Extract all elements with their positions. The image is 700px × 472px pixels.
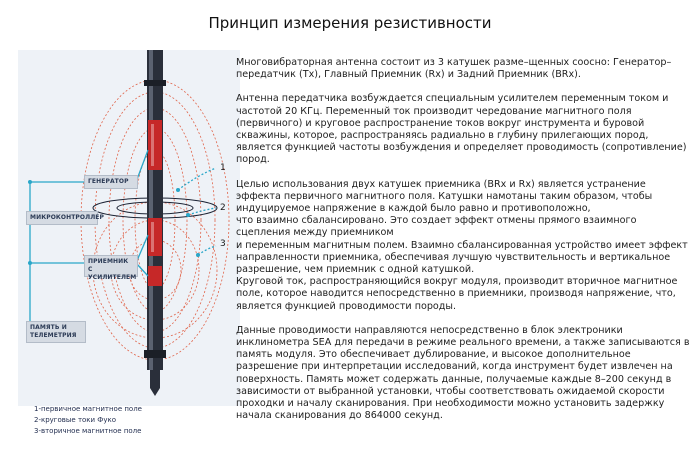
paragraph-receivers: Целью использования двух катушек приемника (BRx и Rx) является устранение эффекта первичного магнитного поля. Катушки намотаны таким образом, чтобы индуцируемое напряжение в каждой было равно и противоположно,	[236, 178, 653, 215]
article-body	[236, 57, 690, 434]
paragraph-directivity: и переменным магнитным полем. Взаимно сбалансированная устройство имеет эффект направленности приемника, обеспечивая лучшую чувствительность и вертикальное разрешение, чем приемник с одной катушкой.	[236, 239, 688, 276]
legend-item-2: 2-круговые токи Фуко	[34, 416, 116, 424]
marker-2: 2	[220, 203, 226, 213]
label-generator: ГЕНЕРАТОР	[84, 175, 138, 189]
resistivity-tool-diagram	[18, 50, 240, 406]
paragraph-antenna: Многовибраторная антенна состоит из 3 катушек разме–щенных соосно: Генератор–передатчик (Tx), Главный Приемник (Rx) и Задний Приемник (BRx).	[236, 57, 672, 81]
legend-item-1: 1-первичное магнитное поле	[34, 405, 142, 413]
paragraph-balance: что взаимно сбалансировано. Это создает эффект отмены прямого взаимного сцепления между приемником	[236, 215, 637, 239]
paragraph-circular-current: Круговой ток, распространяющийся вокруг модуля, производит вторичное магнитное поле, которое наводится непосредственно в приемники, производя напряжение, что, является функцией проводимости породы.	[236, 276, 678, 312]
diagram-background	[18, 50, 240, 406]
diagram-graphic	[18, 50, 240, 406]
page-title: Принцип измерения резистивности	[208, 14, 492, 32]
label-memory-telemetry: ПАМЯТЬ И ТЕЛЕМЕТРИЯ	[26, 321, 86, 343]
coil-back-receiver	[148, 266, 162, 286]
legend-item-3: 3-вторичное магнитное поле	[34, 427, 142, 435]
diagram-legend	[34, 404, 142, 437]
coil-transmitter	[148, 120, 162, 170]
paragraph-transmitter: Антенна передатчика возбуждается специальным усилителем переменным током и частотой 20 КГц. Переменный ток производит чередование магнитного поля (первичного) и круговое распространение токов вокруг инструмента и буровой скважины, которое, распространяясь радиально в глубину прилегающих пород, является функцией частоты возбуждения и определяет проводимость (сопротивление) пород.	[236, 93, 687, 166]
marker-3: 3	[220, 239, 226, 249]
marker-1: 1	[220, 163, 226, 173]
paragraph-data: Данные проводимости направляются непосредственно в блок электроники инклинометра SEA для передачи в режиме реального времени, а также записываются в память модуля. Это обеспечивает дублирование, и высокое дополнительное разрешение при интерпретации исследований, когда инструмент будет извлечен на поверхность. Память может содержать данные, получаемые каждые 8–200 секунд в зависимости от выбранной установки, чтобы соответствовать ожидаемой скорости проходки и началу сканирования. При необходимости можно установить задержку начала сканирования до 864000 секунд.	[236, 324, 690, 422]
label-receiver-amplifier: ПРИЕМНИК С УСИЛИТЕЛЕМ	[84, 255, 138, 277]
label-microcontroller: МИКРОКОНТРОЛЛЕР	[26, 211, 98, 225]
coil-receiver	[148, 218, 162, 256]
